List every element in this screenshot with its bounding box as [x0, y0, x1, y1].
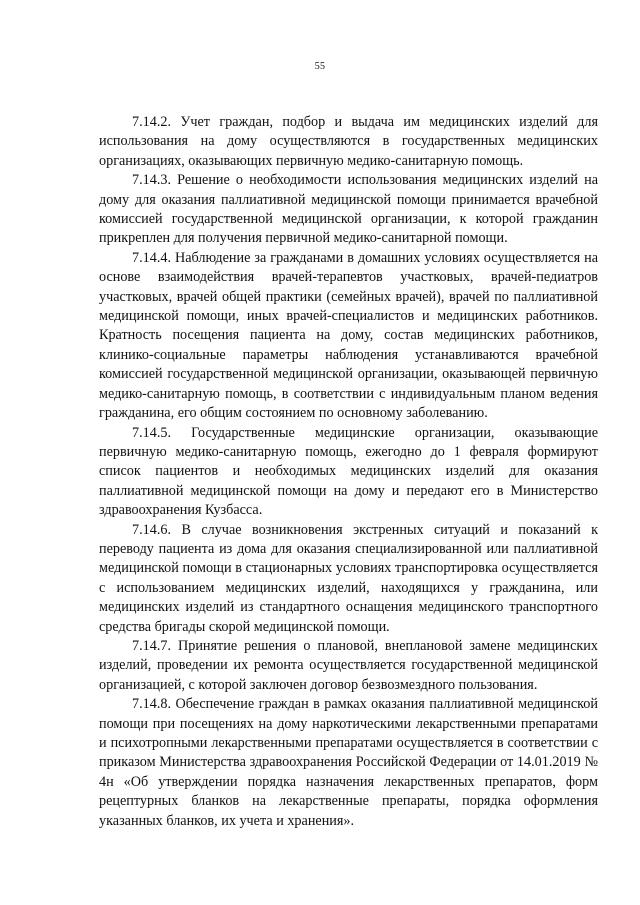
- paragraph-7-14-8: 7.14.8. Обеспечение граждан в рамках оказания паллиативной медицинской помощи при посещениях на дому наркотическими лекарственными препаратами и психотропными лекарственными препаратами осуществляется в соответствии с приказом Министерства здравоохранения Российской Федерации от 14.01.2019 № 4н «Об утверждении порядка назначения лекарственных препаратов, форм рецептурных бланков на лекарственные препараты, порядка оформления указанных бланков, их учета и хранения».: [99, 696, 598, 829]
- document-body: [99, 113, 598, 831]
- paragraph-7-14-4: 7.14.4. Наблюдение за гражданами в домашних условиях осуществляется на основе взаимодействия врачей-терапевтов участковых, врачей-педиатров участковых, врачей общей практики (семейных врачей), врачей по паллиативной медицинской помощи, иных врачей-специалистов и медицинских работников. Кратность посещения пациента на дому, состав медицинских работников, клинико-социальные параметры наблюдения устанавливаются врачебной комиссией государственной медицинской организации, оказывающей первичную медико-санитарную помощь, в соответствии с индивидуальным планом ведения гражданина, его общим состоянием по основному заболеванию.: [99, 249, 598, 422]
- paragraph-7-14-5: 7.14.5. Государственные медицинские организации, оказывающие первичную медико-санитарную помощь, ежегодно до 1 февраля формируют список пациентов и необходимых медицинских изделий для оказания паллиативной медицинской помощи на дому и передают его в Министерство здравоохранения Кузбасса.: [99, 424, 598, 519]
- paragraph-7-14-6: 7.14.6. В случае возникновения экстренных ситуаций и показаний к переводу пациента из дома для оказания специализированной или паллиативной медицинской помощи в стационарных условиях транспортировка осуществляется с использованием медицинских изделий, находящихся у гражданина, или медицинских изделий из стандартного оснащения медицинского транспортного средства бригады скорой медицинской помощи.: [99, 521, 598, 635]
- page-number: 55: [314, 61, 326, 72]
- paragraph-7-14-2: 7.14.2. Учет граждан, подбор и выдача им медицинских изделий для использования на дому осуществляются в государственных медицинских организациях, оказывающих первичную медико-санитарную помощь.: [99, 114, 598, 169]
- paragraph-7-14-7: 7.14.7. Принятие решения о плановой, внеплановой замене медицинских изделий, проведении их ремонта осуществляется государственной медицинской организацией, с которой заключен договор безвозмездного пользования.: [99, 637, 598, 693]
- paragraph-7-14-3: 7.14.3. Решение о необходимости использования медицинских изделий на дому для оказания паллиативной медицинской помощи принимается врачебной комиссией государственной медицинской организации, к которой гражданин прикреплен для получения первичной медико-санитарной помощи.: [99, 172, 598, 247]
